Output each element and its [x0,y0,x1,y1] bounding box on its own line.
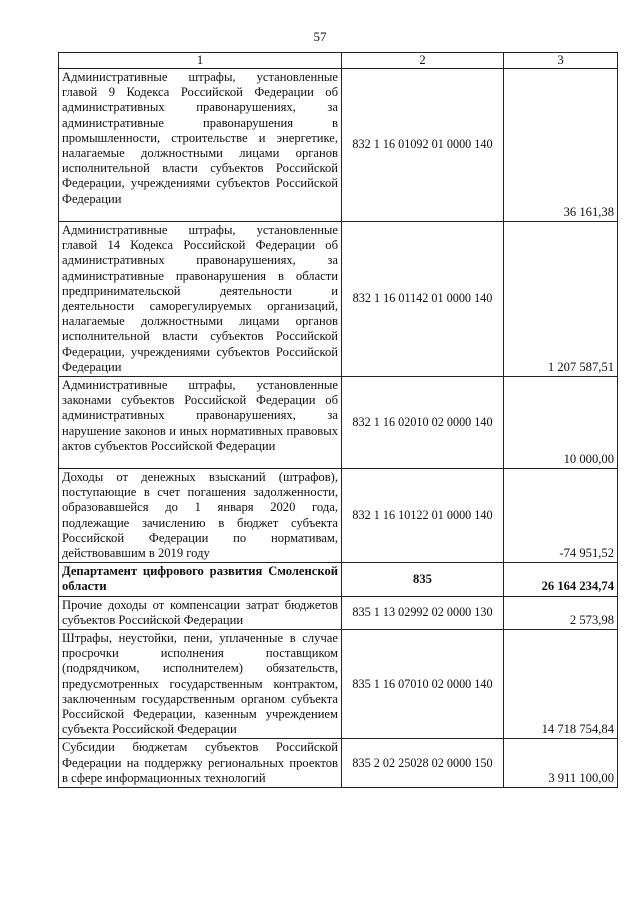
table-row [59,469,618,563]
amount-cell: 2 573,98 [504,596,618,629]
page-number: 57 [313,29,327,44]
revenue-table [58,52,618,788]
column-header: 3 [504,53,618,69]
amount-cell: 36 161,38 [504,69,618,222]
budget-code-cell: 832 1 16 01092 01 0000 140 [342,69,504,222]
department-row [59,563,618,596]
row-name-cell: Административные штрафы, установленные главой 9 Кодекса Российской Федерации об административных правонарушениях, за административные правонарушения в промышленности, строительстве и энергетике, налагаемые должностными лицами органов исполнительной власти субъектов Российской Федерации, учреждениями субъектов Российской Федерации [59,69,342,222]
row-name-cell: Субсидии бюджетам субъектов Российской Федерации на поддержку региональных проектов в сфере информационных технологий [59,739,342,788]
row-name-cell: Административные штрафы, установленные главой 14 Кодекса Российской Федерации об административных правонарушениях, за административные правонарушения в области предпринимательской деятельности и деятельности саморегулируемых организаций, налагаемые должностными лицами органов исполнительной власти субъектов Российской Федерации, учреждениями субъектов Российской Федерации [59,222,342,377]
amount-cell: 14 718 754,84 [504,630,618,739]
amount-cell: 1 207 587,51 [504,222,618,377]
table-row [59,222,618,377]
table-row [59,630,618,739]
budget-code-cell: 835 [342,563,504,596]
budget-code-cell: 832 1 16 10122 01 0000 140 [342,469,504,563]
row-name-cell: Штрафы, неустойки, пени, уплаченные в случае просрочки исполнения поставщиком (подрядчиком, исполнителем) обязательств, предусмотренных государственным контрактом, заключенным государственным органом субъекта Российской Федерации, казенным учреждением субъекта Российской Федерации [59,630,342,739]
budget-code-cell: 832 1 16 01142 01 0000 140 [342,222,504,377]
amount-cell: 3 911 100,00 [504,739,618,788]
amount-cell: 26 164 234,74 [504,563,618,596]
column-header: 2 [342,53,504,69]
budget-code-cell: 835 2 02 25028 02 0000 150 [342,739,504,788]
table-row [59,596,618,629]
amount-cell: -74 951,52 [504,469,618,563]
table-header-row [59,53,618,69]
table-row [59,739,618,788]
budget-code-cell: 835 1 16 07010 02 0000 140 [342,630,504,739]
amount-cell: 10 000,00 [504,377,618,469]
row-name-cell: Департамент цифрового развития Смоленской области [59,563,342,596]
budget-code-cell: 835 1 13 02992 02 0000 130 [342,596,504,629]
table-row [59,69,618,222]
table-row [59,377,618,469]
row-name-cell: Доходы от денежных взысканий (штрафов), поступающие в счет погашения задолженности, образовавшейся до 1 января 2020 года, подлежащие зачислению в бюджет субъекта Российской Федерации по нормативам, действовавшим в 2019 году [59,469,342,563]
budget-code-cell: 832 1 16 02010 02 0000 140 [342,377,504,469]
column-header: 1 [59,53,342,69]
row-name-cell: Прочие доходы от компенсации затрат бюджетов субъектов Российской Федерации [59,596,342,629]
row-name-cell: Административные штрафы, установленные законами субъектов Российской Федерации об административных правонарушениях, за нарушение законов и иных нормативных правовых актов субъектов Российской Федерации [59,377,342,469]
